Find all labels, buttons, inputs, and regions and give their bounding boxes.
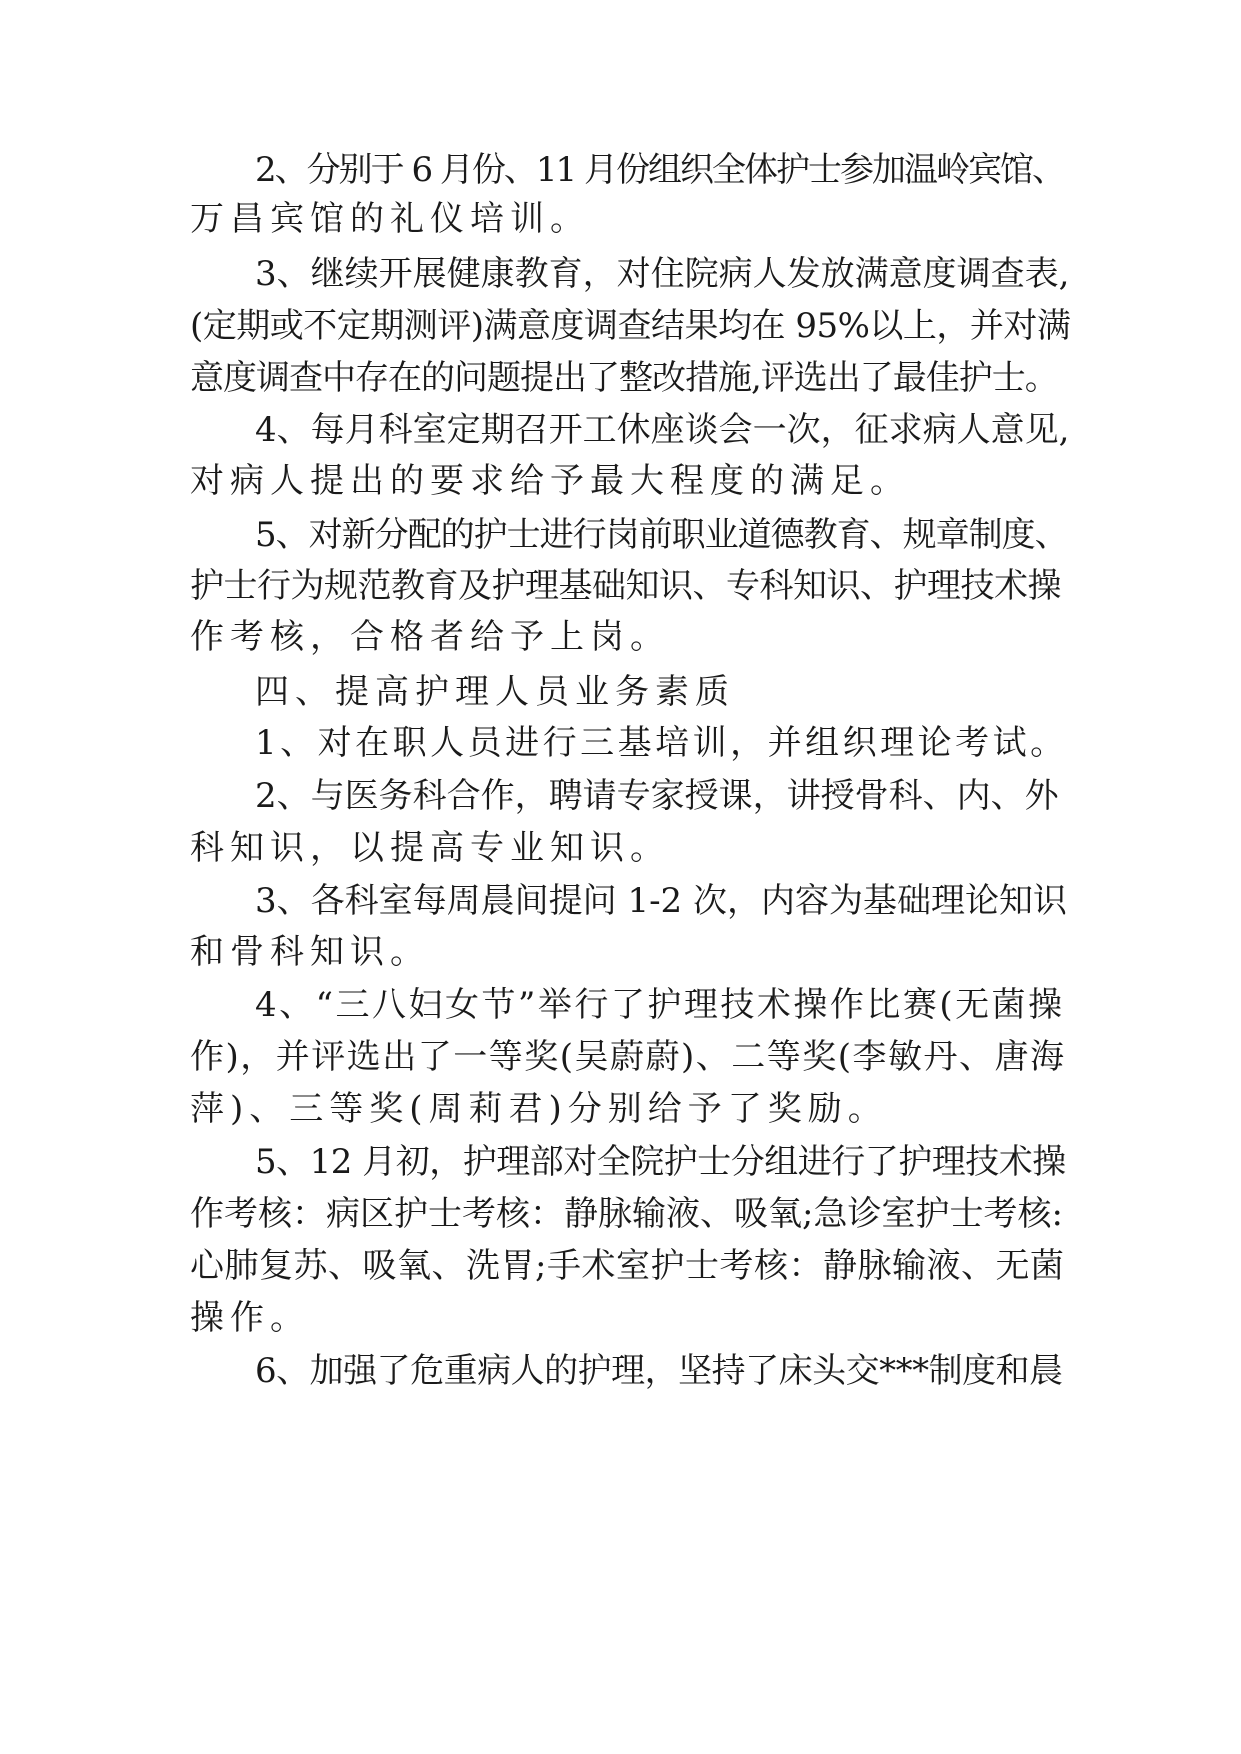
section-heading: 四、提高护理人员业务素质 (255, 672, 735, 712)
paragraph-line: 2、与医务科合作，聘请专家授课，讲授骨科、内、外 (255, 776, 1059, 816)
paragraph-line: 万昌宾馆的礼仪培训。 (190, 199, 590, 239)
paragraph-line: 2、分别于 6 月份、11 月份组织全体护士参加温岭宾馆、 (255, 150, 1064, 190)
paragraph-line: 5、对新分配的护士进行岗前职业道德教育、规章制度、 (255, 515, 1068, 555)
paragraph-line: 心肺复苏、吸氧、洗胃;手术室护士考核：静脉输液、无菌 (190, 1246, 1065, 1286)
paragraph-line: 3、各科室每周晨间提问 1-2 次，内容为基础理论知识 (255, 881, 1067, 921)
paragraph-line: 操作。 (190, 1298, 310, 1338)
paragraph-line: 萍)、三等奖(周莉君)分别给予了奖励。 (190, 1089, 888, 1129)
paragraph-line: 意度调查中存在的问题提出了整改措施,评选出了最佳护士。 (190, 358, 1058, 398)
paragraph-line: 1、对在职人员进行三基培训，并组织理论考试。 (255, 723, 1068, 763)
paragraph-line: 作)，并评选出了一等奖(吴蔚蔚)、二等奖(李敏丹、唐海 (190, 1037, 1066, 1077)
paragraph-line: 4、每月科室定期召开工休座谈会一次，征求病人意见, (255, 410, 1070, 450)
paragraph-line: 4、“三八妇女节”举行了护理技术操作比赛(无菌操 (255, 985, 1065, 1025)
paragraph-line: 作考核，合格者给予上岗。 (190, 617, 670, 657)
paragraph-line: 3、继续开展健康教育，对住院病人发放满意度调查表, (255, 254, 1070, 294)
paragraph-line: 科知识，以提高专业知识。 (190, 828, 670, 868)
paragraph-line: 护士行为规范教育及护理基础知识、专科知识、护理技术操 (190, 566, 1061, 606)
paragraph-line: (定期或不定期测评)满意度调查结果均在 95%以上，并对满 (190, 306, 1071, 346)
paragraph-line: 6、加强了危重病人的护理，坚持了床头交***制度和晨 (255, 1351, 1063, 1391)
paragraph-line: 5、12 月初，护理部对全院护士分组进行了护理技术操 (255, 1142, 1066, 1182)
paragraph-line: 对病人提出的要求给予最大程度的满足。 (190, 461, 910, 501)
paragraph-line: 和骨科知识。 (190, 932, 430, 972)
paragraph-line: 作考核：病区护士考核：静脉输液、吸氧;急诊室护士考核: (190, 1194, 1063, 1234)
